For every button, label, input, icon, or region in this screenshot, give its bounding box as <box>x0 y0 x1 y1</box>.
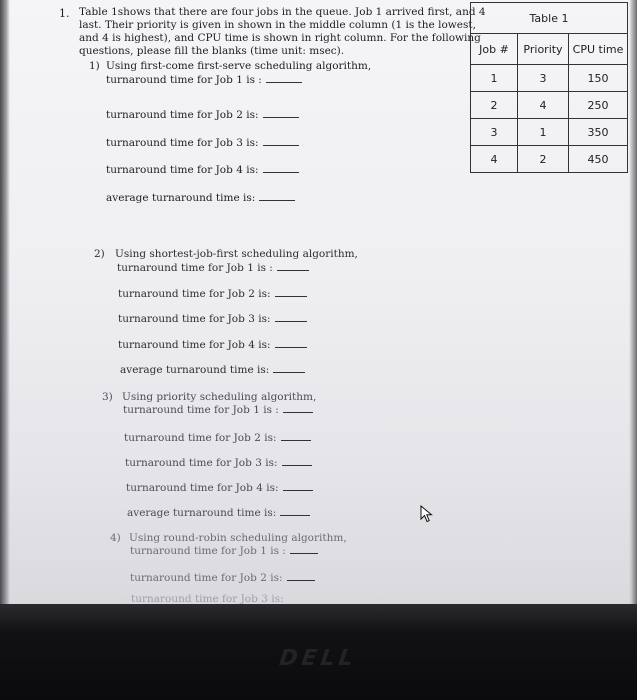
answer-blank[interactable] <box>263 172 299 173</box>
answer-blank[interactable] <box>263 145 299 146</box>
section-heading: Using shortest-job-first scheduling algorithm, <box>115 248 358 260</box>
section-label: 4) <box>110 532 121 544</box>
intro-line: questions, please fill the blanks (time unit: msec). <box>79 45 345 57</box>
question-row <box>118 339 307 352</box>
question-row <box>130 572 315 585</box>
priority-cell: 3 <box>518 65 569 92</box>
question-text: turnaround time for Job 1 is : <box>117 262 273 274</box>
question-row <box>106 109 299 122</box>
monitor-logo: DELL <box>277 646 359 671</box>
question-text: turnaround time for Job 3 is: <box>125 457 278 469</box>
question-row <box>117 262 309 275</box>
monitor-frame-left <box>0 0 10 604</box>
section-label: 3) <box>102 391 113 403</box>
answer-blank[interactable] <box>266 82 302 83</box>
answer-blank[interactable] <box>282 465 312 466</box>
priority-cell: 1 <box>518 119 569 146</box>
question-text: turnaround time for Job 3 is: <box>118 313 271 325</box>
table-header: Priority <box>518 34 569 65</box>
question-row <box>123 404 313 417</box>
question-row <box>106 137 299 150</box>
section-heading: Using priority scheduling algorithm, <box>122 391 317 403</box>
section-heading: Using first-come first-serve scheduling algorithm, <box>106 60 372 72</box>
answer-blank[interactable] <box>280 515 310 516</box>
question-text: turnaround time for Job 2 is: <box>106 109 259 121</box>
question-text: average turnaround time is: <box>120 364 270 376</box>
question-text: turnaround time for Job 4 is: <box>106 164 259 176</box>
answer-blank[interactable] <box>275 321 307 322</box>
question-text: turnaround time for Job 2 is: <box>118 288 271 300</box>
table-caption: Table 1 <box>471 3 628 34</box>
question-row <box>106 74 302 87</box>
table-row <box>471 65 628 92</box>
answer-blank[interactable] <box>263 117 299 118</box>
answer-blank[interactable] <box>283 412 313 413</box>
question-row <box>130 545 318 558</box>
question-row <box>120 364 305 377</box>
answer-blank[interactable] <box>287 580 315 581</box>
table-row <box>471 119 628 146</box>
cpu-time-cell: 150 <box>569 65 628 92</box>
question-text: turnaround time for Job 2 is: <box>130 572 283 584</box>
table-row <box>471 92 628 119</box>
question-text: turnaround time for Job 1 is : <box>130 545 286 557</box>
priority-cell: 2 <box>518 146 569 173</box>
answer-blank[interactable] <box>273 372 305 373</box>
question-text: turnaround time for Job 1 is : <box>123 404 279 416</box>
question-row <box>106 192 295 205</box>
cpu-time-cell: 250 <box>569 92 628 119</box>
job-cell: 1 <box>471 65 518 92</box>
intro-line: last. Their priority is given in shown in the middle column (1 is the lowest, <box>79 19 476 31</box>
question-text: turnaround time for Job 2 is: <box>124 432 277 444</box>
mouse-cursor-icon <box>420 505 434 523</box>
table-header: Job # <box>471 34 518 65</box>
question-row <box>131 593 284 604</box>
question-text: turnaround time for Job 3 is: <box>131 593 284 604</box>
answer-blank[interactable] <box>290 553 318 554</box>
question-text: turnaround time for Job 1 is : <box>106 74 262 86</box>
monitor-bezel <box>0 604 637 700</box>
intro-line: and 4 is highest), and CPU time is shown in right column. For the following <box>79 32 481 44</box>
table-row <box>471 146 628 173</box>
monitor-frame-right <box>629 0 637 604</box>
question-row <box>124 432 311 445</box>
question-text: average turnaround time is: <box>106 192 256 204</box>
priority-cell: 4 <box>518 92 569 119</box>
question-row <box>125 457 312 470</box>
answer-blank[interactable] <box>275 347 307 348</box>
cpu-time-cell: 450 <box>569 146 628 173</box>
section-label: 2) <box>94 248 105 260</box>
answer-blank[interactable] <box>283 490 313 491</box>
intro-line: Table 1shows that there are four jobs in the queue. Job 1 arrived first, and 4 <box>79 6 486 18</box>
job-cell: 4 <box>471 146 518 173</box>
job-cell: 3 <box>471 119 518 146</box>
question-text: average turnaround time is: <box>127 507 277 519</box>
question-text: turnaround time for Job 4 is: <box>118 339 271 351</box>
question-text: turnaround time for Job 4 is: <box>126 482 279 494</box>
answer-blank[interactable] <box>281 440 311 441</box>
question-row <box>106 164 299 177</box>
question-text: turnaround time for Job 3 is: <box>106 137 259 149</box>
question-row <box>118 288 307 301</box>
job-cell: 2 <box>471 92 518 119</box>
answer-blank[interactable] <box>275 296 307 297</box>
jobs-table <box>470 2 628 173</box>
cpu-time-cell: 350 <box>569 119 628 146</box>
question-row <box>127 507 310 520</box>
problem-number: 1. <box>59 7 70 20</box>
answer-blank[interactable] <box>277 270 309 271</box>
answer-blank[interactable] <box>259 200 295 201</box>
question-row <box>126 482 313 495</box>
question-row <box>118 313 307 326</box>
section-heading: Using round-robin scheduling algorithm, <box>129 532 347 544</box>
section-label: 1) <box>89 60 100 72</box>
table-header: CPU time <box>569 34 628 65</box>
